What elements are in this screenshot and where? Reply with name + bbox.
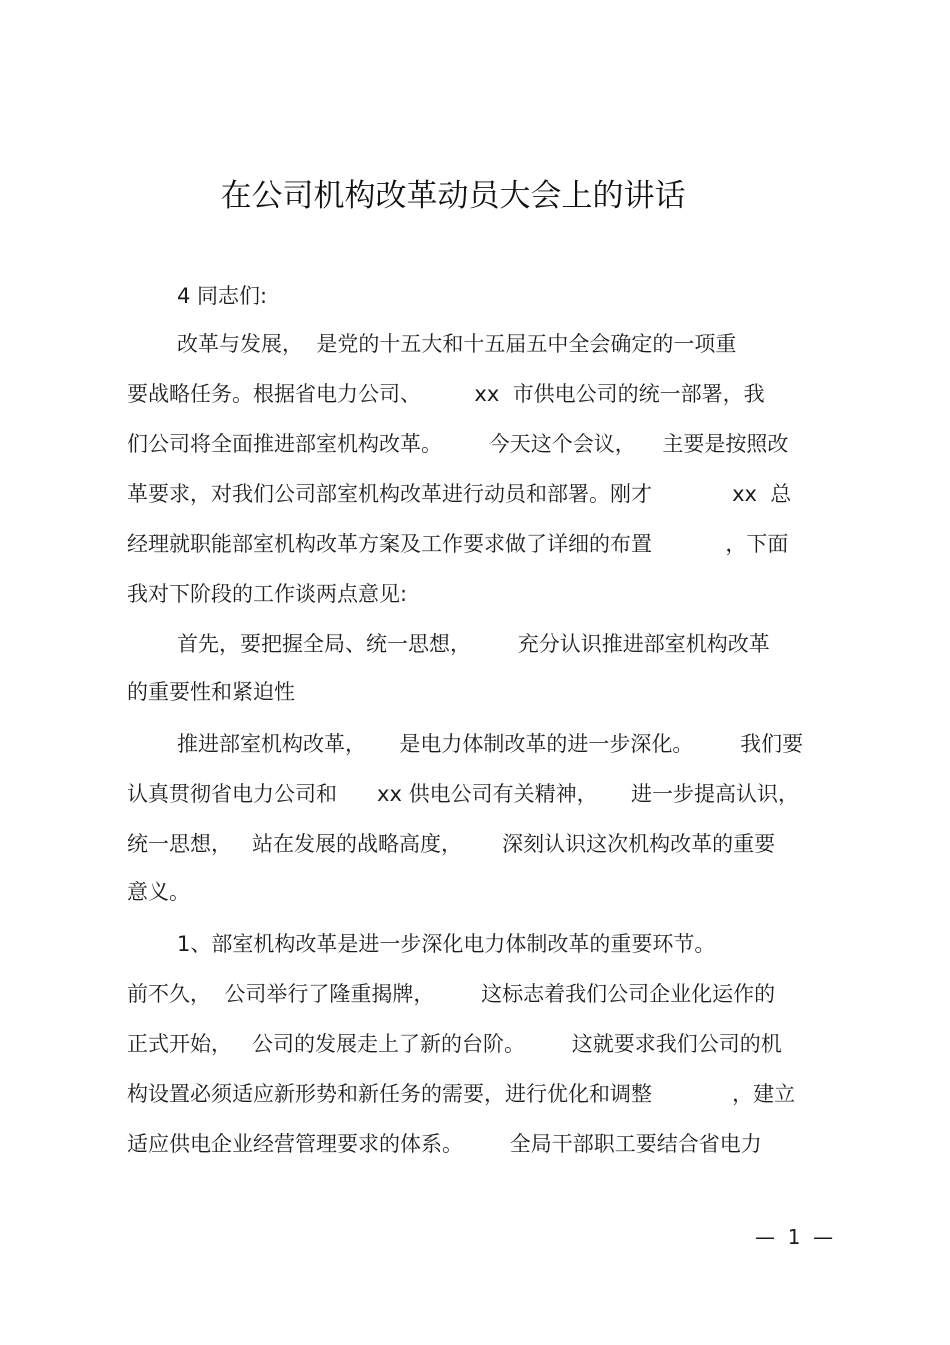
body-text-line: 适应供电企业经营管理要求的体系。 全局干部职工要结合省电力 xyxy=(127,1132,762,1156)
body-text-line: 构设置必须适应新形势和新任务的需要，进行优化和调整 ，建立 xyxy=(127,1082,796,1106)
body-text-line: 正式开始， 公司的发展走上了新的台阶。 这就要求我们公司的机 xyxy=(127,1032,782,1056)
body-text-line: 要战略任务。根据省电力公司、 xx 市供电公司的统一部署，我 xyxy=(127,382,765,406)
body-text-line: 改革与发展， 是党的十五大和十五届五中全会确定的一项重 xyxy=(177,332,737,356)
section-heading-line: 首先，要把握全局、统一思想， 充分认识推进部室机构改革 xyxy=(177,632,770,656)
body-text-line: 我对下阶段的工作谈两点意见: xyxy=(127,582,408,606)
body-text-line: 推进部室机构改革， 是电力体制改革的进一步深化。 我们要 xyxy=(177,732,804,756)
page-number: — 1 — xyxy=(755,1225,834,1249)
body-text-line: 意义。 xyxy=(127,880,190,904)
body-text-line: 经理就职能部室机构改革方案及工作要求做了详细的布置 ，下面 xyxy=(127,532,789,556)
page-title: 在公司机构改革动员大会上的讲话 xyxy=(220,178,686,214)
body-text-line: 认真贯彻省电力公司和 xx 供电公司有关精神， 进一步提高认识， xyxy=(127,782,799,806)
body-text-line: 前不久， 公司举行了隆重揭牌， 这标志着我们公司企业化运作的 xyxy=(127,982,776,1006)
subsection-heading-line: 1、部室机构改革是进一步深化电力体制改革的重要环节。 xyxy=(177,932,716,956)
section-heading-line: 的重要性和紧迫性 xyxy=(127,680,295,704)
body-text-line: 革要求，对我们公司部室机构改革进行动员和部署。刚才 xx 总 xyxy=(127,482,792,506)
salutation-line: 4 同志们: xyxy=(177,284,268,308)
body-text-line: 们公司将全面推进部室机构改革。 今天这个会议， 主要是按照改 xyxy=(127,432,789,456)
body-text-line: 统一思想， 站在发展的战略高度， 深刻认识这次机构改革的重要 xyxy=(127,832,776,856)
